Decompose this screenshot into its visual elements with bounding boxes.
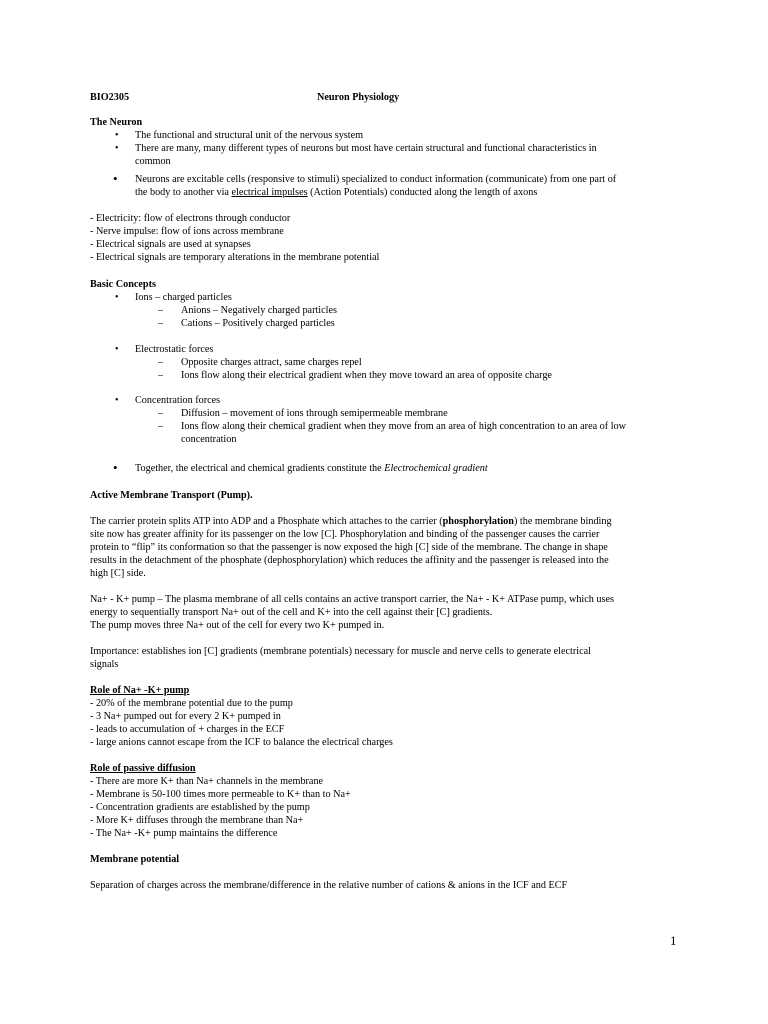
dash: – [158,370,163,381]
electrical-impulses-term: electrical impulses [231,187,308,198]
chemical-gradient-item-b: concentration [181,434,237,445]
active-para-1b: site now has greater affinity for its passenger on the low [C]. Phosphorylation and binding of the passenger causes the carrier [90,529,600,540]
role-diffusion-item: - Membrane is 50-100 times more permeable to K+ than to Na+ [90,789,351,800]
cations-item: Cations – Positively charged particles [181,318,335,329]
section-heading-role-diffusion: Role of passive diffusion [90,763,196,774]
active-para-1a: The carrier protein splits ATP into ADP and a Phosphate which attaches to the carrier (phosphorylation) the membrane binding [90,516,612,527]
active-para-1d: results in the detachment of the phosphate (dephosphorylation) which reduces the affinity and the passenger is released into the [90,555,609,566]
page-title: Neuron Physiology [317,92,400,103]
dash: – [158,408,163,419]
electrochemical-term: Electrochemical gradient [384,463,488,474]
bullet: • [115,395,119,406]
electrostatic-item: Electrostatic forces [135,344,214,355]
active-para-1c: protein to “flip” its conformation so that the passenger is now exposed the high [C] side of the membrane. The change in shape [90,542,608,553]
active-para-2b: energy to sequentially transport Na+ out of the cell and K+ into the cell against their [C] gradients. [90,607,493,618]
bullet: • [115,344,119,355]
active-para-3a: Importance: establishes ion [C] gradients (membrane potentials) necessary for muscle and nerve cells to generate electrical [90,646,591,657]
page-number: 1 [670,933,677,948]
section-heading-neuron: The Neuron [90,117,143,128]
electrochemical-item: Together, the electrical and chemical gradients constitute the Electrochemical gradient [135,463,488,474]
section-heading-basic-concepts: Basic Concepts [90,279,156,290]
role-diffusion-item: - The Na+ -K+ pump maintains the difference [90,828,278,839]
concentration-item: Concentration forces [135,395,221,406]
neuron-bullet-2b: common [135,156,171,167]
phosphorylation-term: phosphorylation [442,516,514,527]
active-para-2c: The pump moves three Na+ out of the cell for every two K+ pumped in. [90,620,385,631]
role-diffusion-item: - Concentration gradients are established by the pump [90,802,310,813]
electrical-gradient-item: Ions flow along their electrical gradient when they move toward an area of opposite charge [181,370,552,381]
neuron-note: - Electrical signals are temporary alterations in the membrane potential [90,252,380,263]
bullet: • [115,292,119,303]
active-para-2a: Na+ - K+ pump – The plasma membrane of all cells contains an active transport carrier, the Na+ - K+ ATPase pump, which uses [90,594,614,605]
chemical-gradient-item-a: Ions flow along their chemical gradient when they move from an area of high concentration to an area of low [181,421,626,432]
neuron-bullet-1: The functional and structural unit of the nervous system [135,130,364,141]
section-heading-active-transport: Active Membrane Transport (Pump). [90,490,253,501]
neuron-bullet-3b: the body to another via electrical impulses (Action Potentials) conducted along the length of axons [135,187,538,198]
bullet: • [115,130,119,141]
diffusion-item: Diffusion – movement of ions through semipermeable membrane [181,408,448,419]
role-pump-item: - large anions cannot escape from the ICF to balance the electrical charges [90,737,393,748]
neuron-note: - Electricity: flow of electrons through conductor [90,213,291,224]
active-para-3b: signals [90,659,119,670]
opposite-charges-item: Opposite charges attract, same charges repel [181,357,362,368]
role-diffusion-item: - There are more K+ than Na+ channels in the membrane [90,776,324,787]
section-heading-role-pump: Role of Na+ -K+ pump [90,685,190,696]
bullet: • [115,143,119,154]
dash: – [158,421,163,432]
anions-item: Anions – Negatively charged particles [181,305,337,316]
bullet: • [113,171,118,186]
role-diffusion-item: - More K+ diffuses through the membrane than Na+ [90,815,304,826]
neuron-bullet-3a: Neurons are excitable cells (responsive to stimuli) specialized to conduct information (communicate) from one part of [135,174,617,185]
role-pump-item: - 3 Na+ pumped out for every 2 K+ pumped in [90,711,281,722]
neuron-note: - Nerve impulse: flow of ions across membrane [90,226,284,237]
role-pump-item: - leads to accumulation of + charges in the ECF [90,724,285,735]
ions-item: Ions – charged particles [135,292,232,303]
role-pump-item: - 20% of the membrane potential due to the pump [90,698,293,709]
dash: – [158,305,163,316]
neuron-bullet-2a: There are many, many different types of neurons but most have certain structural and functional characteristics in [135,143,597,154]
section-heading-membrane-potential: Membrane potential [90,854,180,865]
active-para-1e: high [C] side. [90,568,146,579]
dash: – [158,318,163,329]
membrane-potential-text: Separation of charges across the membrane/difference in the relative number of cations & anions in the ICF and ECF [90,880,568,891]
bullet: • [113,460,118,475]
neuron-note: - Electrical signals are used at synapses [90,239,251,250]
course-code: BIO2305 [90,92,130,103]
dash: – [158,357,163,368]
